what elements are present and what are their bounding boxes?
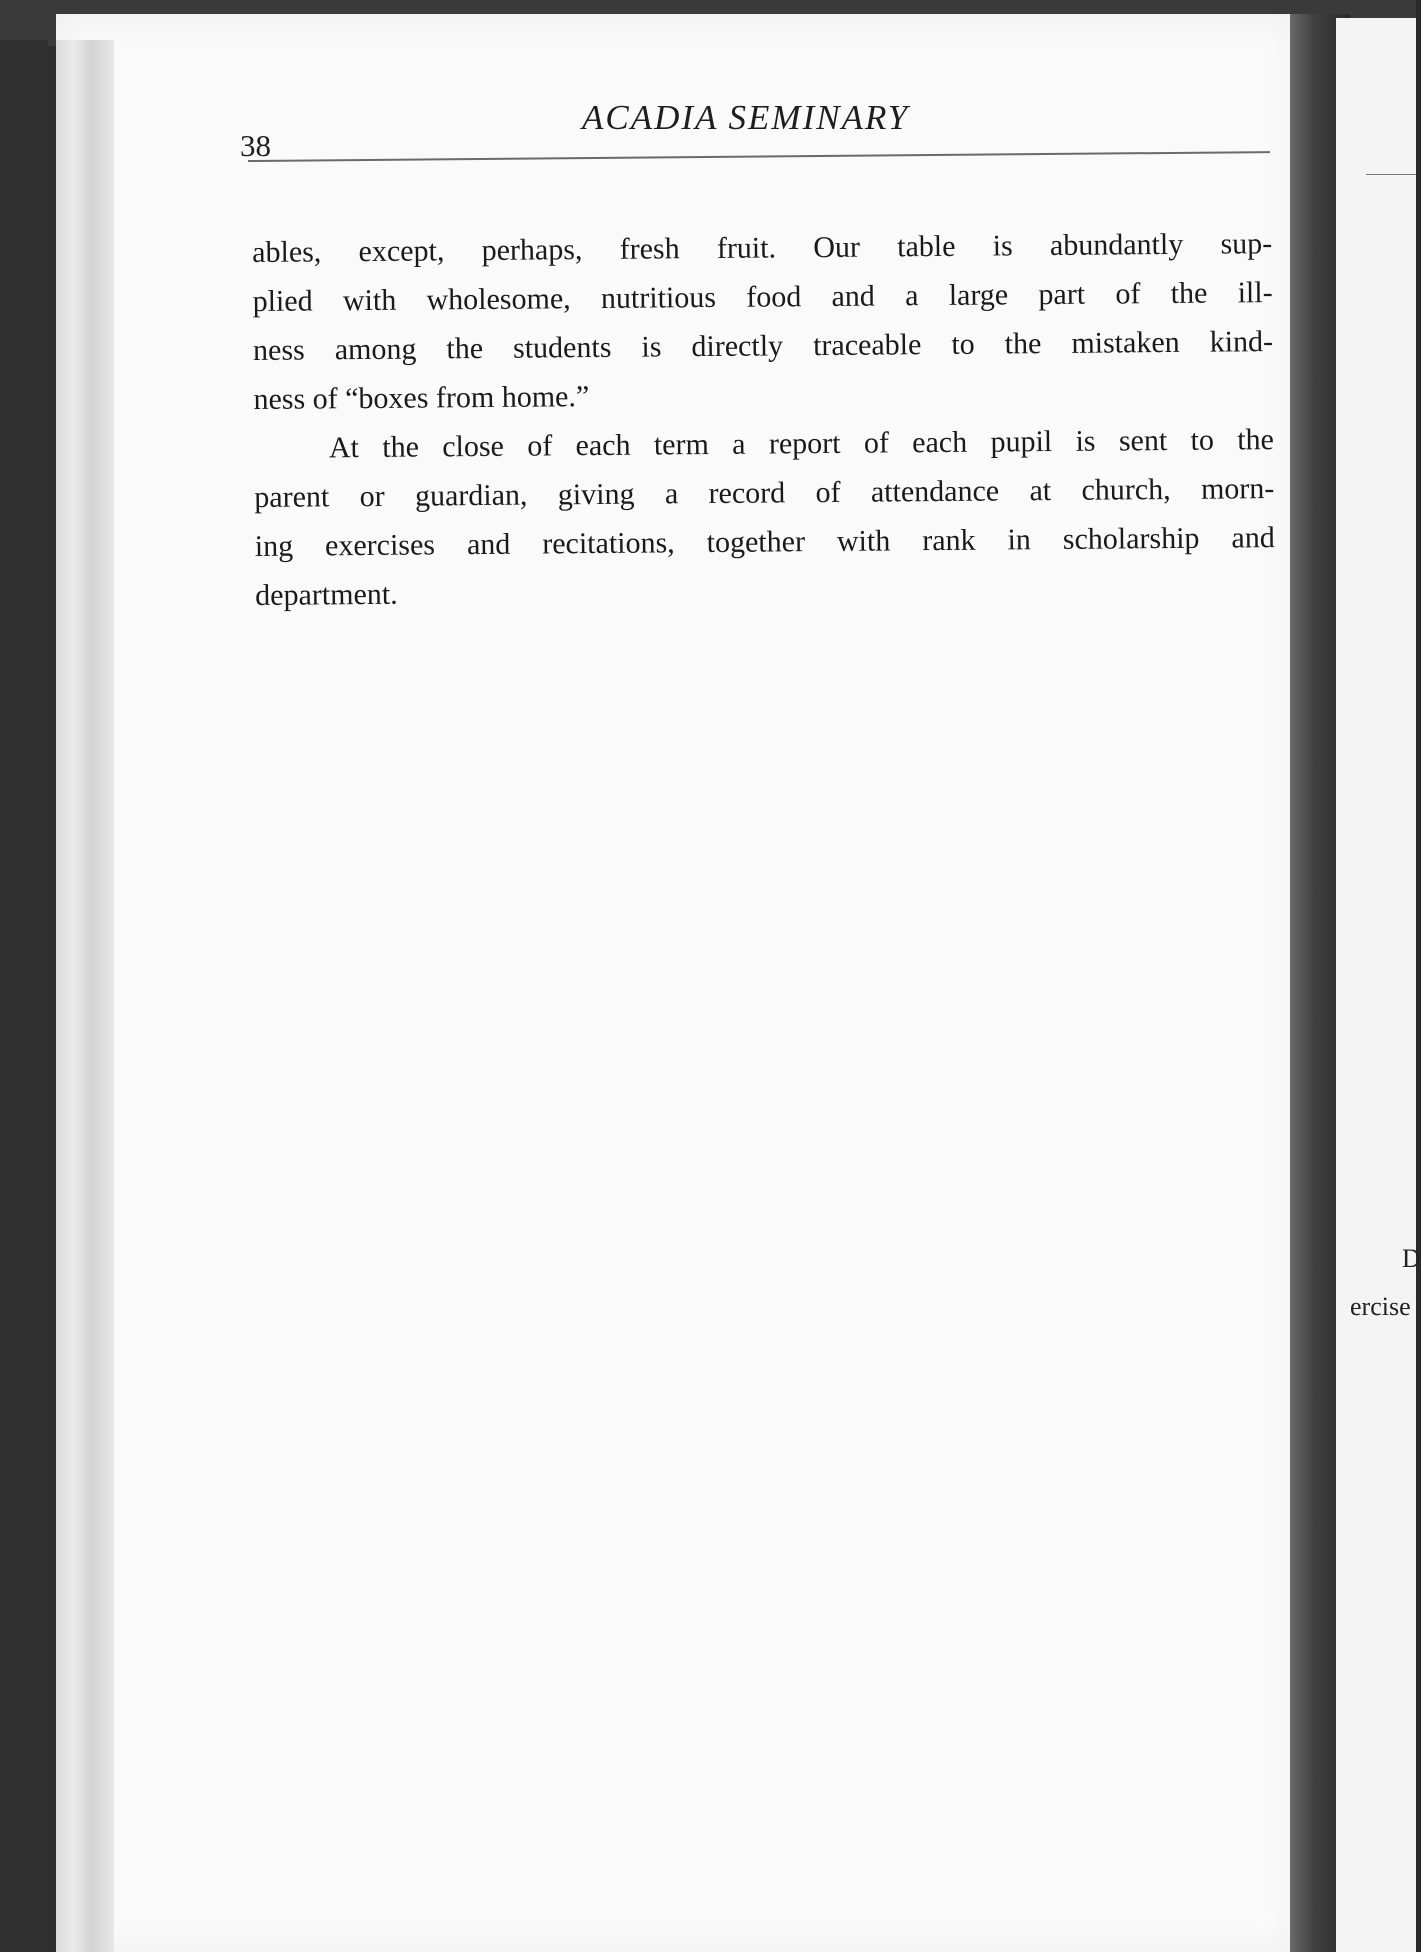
text-line: parent or guardian, giving a record of attendance at church, morn- [254,472,1275,514]
scan-left-border [0,40,48,1952]
running-head [240,98,1270,163]
facing-page-edge [1336,18,1421,1952]
facing-page-rule [1366,174,1416,175]
running-title: ACADIA SEMINARY [582,98,910,137]
page-number: 38 [240,128,271,163]
text-line: ness of “boxes from home.” [253,380,590,416]
text-line: ness among the students is directly traceable to the mistaken kind- [252,325,1274,367]
text-line: department. [255,577,398,612]
body-text [252,219,1275,620]
text-line-paragraph-start: At the close of each term a report of each pupil is sent to the [328,423,1275,465]
text-line: plied with wholesome, nutritious food and a large part of the ill- [252,276,1273,318]
text-line: ables, except, perhaps, fresh fruit. Our table is abundantly sup- [252,227,1273,269]
facing-page-text-fragment: ercise [1350,1292,1411,1321]
page-edge-stack [56,40,114,1952]
text-line: ing exercises and recitations, together with rank in scholarship and [254,521,1275,563]
facing-page-text-fragment: D [1402,1244,1421,1273]
